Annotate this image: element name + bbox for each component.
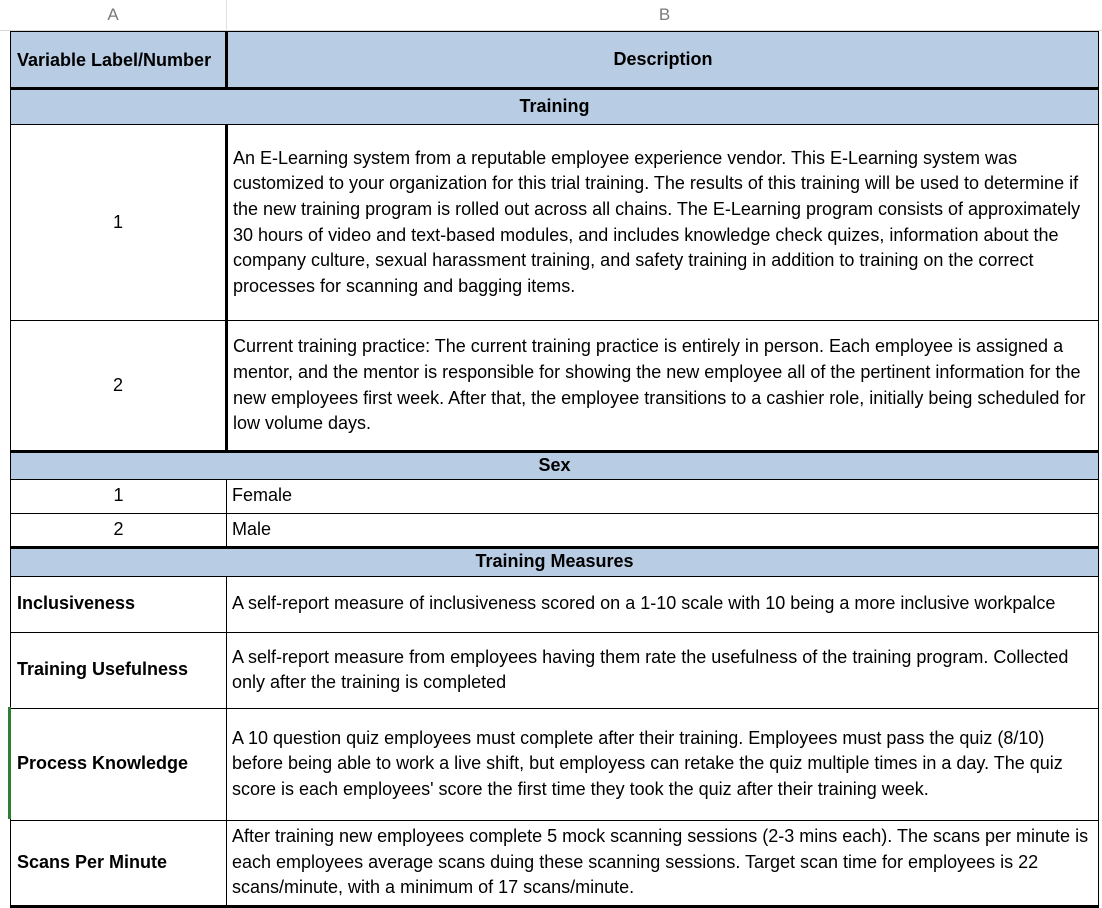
row-description-cell[interactable]: Female (227, 479, 1099, 513)
table-row (11, 708, 1099, 820)
section-sex-title[interactable]: Sex (11, 452, 1099, 480)
row-label-cell[interactable]: Scans Per Minute (11, 820, 227, 906)
table-row (11, 820, 1099, 906)
row-label-cell[interactable]: Inclusiveness (11, 576, 227, 632)
column-header-a[interactable]: A (0, 0, 227, 31)
row-description-cell[interactable]: After training new employees complete 5 mock scanning sessions (2-3 mins each). The scans per minute is each employees average scans duing these scanning sessions. Target scan time for employees is 22 scans/minute, with a minimum of 17 scans/minute. (227, 820, 1099, 906)
row-selection-marker (8, 707, 11, 819)
table-row (11, 479, 1099, 513)
row-label-cell[interactable]: Training Usefulness (11, 632, 227, 708)
table-row (11, 513, 1099, 547)
row-label-cell[interactable]: 2 (11, 513, 227, 547)
row-label-cell[interactable]: Process Knowledge (11, 708, 227, 820)
row-description-cell[interactable]: An E-Learning system from a reputable employee experience vendor. This E-Learning system was customized to your organization for this trial training. The results of this training will be used to determine if the new training program is rolled out across all chains. The E-Learning program consists of approximately 30 hours of video and text-based modules, and includes knowledge check quizes, information about the company culture, sexual harassment training, and safety training in addition to training on the correct processes for scanning and bagging items. (227, 125, 1099, 321)
row-label-cell[interactable]: 1 (11, 479, 227, 513)
header-description-cell[interactable]: Description (227, 32, 1099, 89)
row-description-cell[interactable]: Current training practice: The current training practice is entirely in person. Each employee is assigned a mentor, and the mentor is responsible for showing the new employee all of the pertinent information for the new employees first week. After that, the employee transitions to a cashier role, initially being scheduled for low volume days. (227, 321, 1099, 452)
table-row (11, 632, 1099, 708)
spreadsheet-grid (10, 31, 1099, 908)
row-description-cell[interactable]: Male (227, 513, 1099, 547)
table-row (11, 576, 1099, 632)
row-description-cell[interactable]: A self-report measure of inclusiveness scored on a 1-10 scale with 10 being a more inclusive workpalce (227, 576, 1099, 632)
row-description-cell[interactable]: A self-report measure from employees having them rate the usefulness of the training program. Collected only after the training is completed (227, 632, 1099, 708)
column-header-b[interactable]: B (227, 0, 1102, 31)
row-label-cell[interactable]: 2 (11, 321, 227, 452)
table-row (11, 125, 1099, 321)
header-label-cell[interactable]: Variable Label/Number (11, 32, 227, 89)
section-measures-title[interactable]: Training Measures (11, 547, 1099, 576)
table-row (11, 321, 1099, 452)
row-label-cell[interactable]: 1 (11, 125, 227, 321)
section-training-title[interactable]: Training (11, 89, 1099, 125)
row-description-cell[interactable]: A 10 question quiz employees must complete after their training. Employees must pass the quiz (8/10) before being able to work a live shift, but employess can retake the quiz multiple times in a day. The quiz score is each employees' score the first time they took the quiz after their training week. (227, 708, 1099, 820)
